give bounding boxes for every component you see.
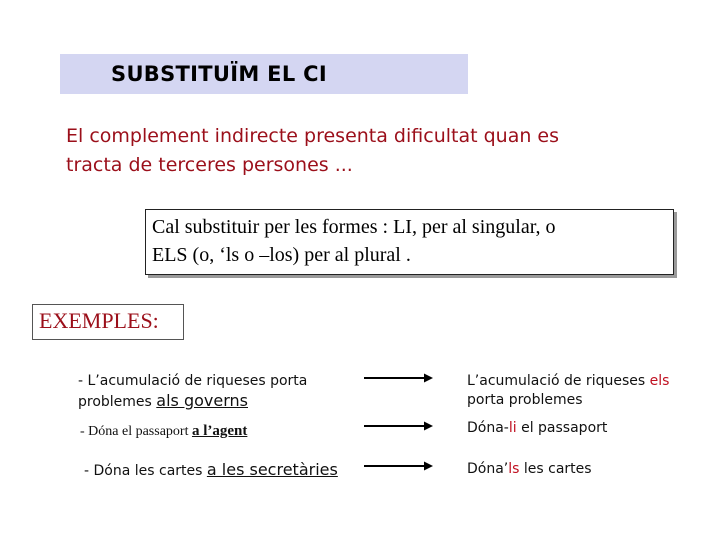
example-2-substituted-suffix: el passaport — [516, 420, 608, 436]
intro-line-1: El complement indirecte presenta dificultat quan es — [66, 125, 560, 147]
example-2-indirect-object: a l’agent — [191, 423, 248, 439]
rule-line-2: ELS (o, ‘ls o –los) per al plural . — [152, 244, 411, 266]
rule-line-1: Cal substituir per les formes : LI, per al singular, o — [152, 216, 556, 238]
example-2-arrow-icon — [362, 420, 434, 432]
example-3-substituted — [467, 460, 592, 479]
rule-box — [145, 209, 674, 275]
example-3-indirect-object: a les secretàries — [206, 460, 338, 479]
examples-label: EXEMPLES: — [32, 304, 184, 340]
example-1-substituted-prefix: L’acumulació de riqueses — [467, 373, 650, 389]
page-title: SUBSTITUÏM EL CI — [111, 62, 327, 86]
example-1-pronoun: els — [649, 373, 670, 389]
example-3-arrow-icon — [362, 460, 434, 472]
example-1-original-line-1: - L’acumulació de riqueses porta — [78, 373, 308, 389]
example-2-pronoun: li — [508, 420, 517, 436]
example-3-original — [84, 460, 338, 481]
example-1-substituted — [467, 372, 669, 410]
example-1-substituted-line-1 — [467, 372, 669, 391]
title-banner — [60, 54, 468, 94]
example-2-original-prefix: - Dóna el passaport — [80, 424, 192, 439]
example-3-original-prefix: - Dóna les cartes — [84, 463, 207, 479]
example-2-substituted — [467, 419, 607, 438]
example-1-indirect-object: als governs — [156, 391, 248, 410]
example-1-original-prefix: problemes — [78, 394, 157, 410]
example-1-substituted-line-2: porta problemes — [467, 392, 583, 408]
example-1-original — [78, 372, 307, 412]
example-2-substituted-prefix: Dóna- — [467, 420, 509, 436]
example-1-original-line-2 — [78, 391, 307, 412]
example-3-substituted-prefix: Dóna’ — [467, 461, 509, 477]
example-3-substituted-suffix: les cartes — [519, 461, 592, 477]
example-1-arrow-icon — [362, 372, 434, 384]
example-2-original — [80, 422, 247, 441]
intro-text — [66, 122, 686, 180]
example-3-pronoun: ls — [508, 461, 520, 477]
intro-line-2: tracta de terceres persones ... — [66, 154, 353, 176]
